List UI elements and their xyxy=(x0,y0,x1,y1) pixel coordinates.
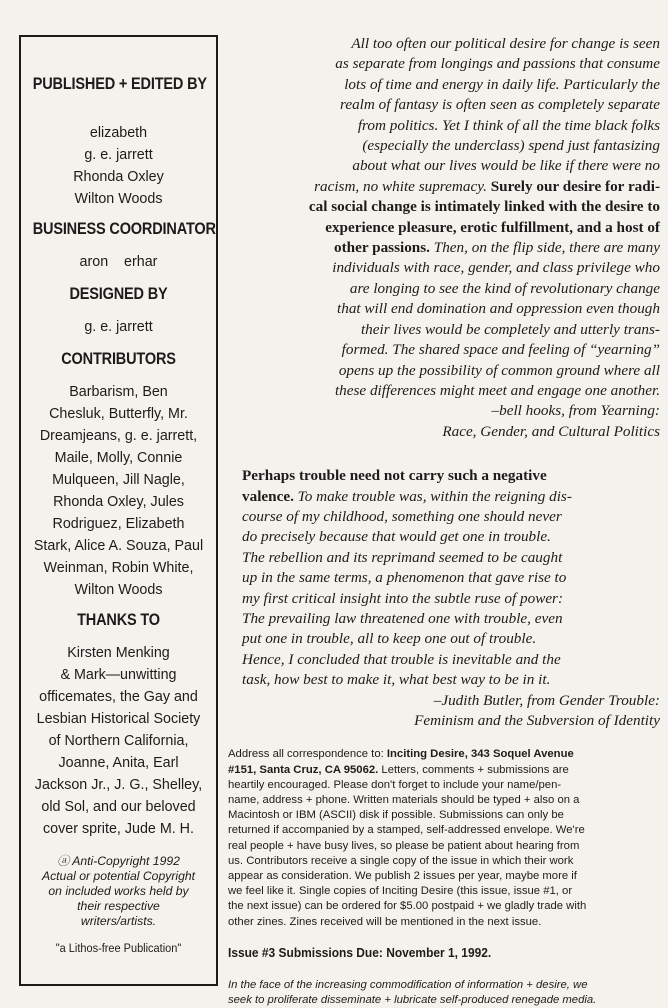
quote-line xyxy=(242,487,660,507)
quote-line xyxy=(228,238,660,258)
quote-line xyxy=(228,299,660,319)
bold-run: other passions. xyxy=(334,239,430,257)
text-run: are longing to see the kind of revolutionary change xyxy=(349,279,660,297)
text-run: formed. The shared space and feeling of “yearning” xyxy=(341,341,660,359)
text-run: name, address + phone. Written materials should be typed + also on a xyxy=(228,794,580,807)
quote-line xyxy=(228,401,660,421)
quote-line xyxy=(228,95,660,115)
text-run: opens up the possibility of common ground where all xyxy=(338,361,660,379)
text-run: racism, no white supremacy. xyxy=(314,177,491,195)
notice-line xyxy=(228,839,660,854)
text-run: All too often our political desire for change is seen xyxy=(351,35,660,52)
anti-copyright xyxy=(21,854,216,929)
quote-line xyxy=(228,75,660,95)
copyright-line: Actual or potential Copyright xyxy=(41,869,196,883)
quote-line xyxy=(242,507,660,527)
editor-name: g. e. jarrett xyxy=(84,147,153,163)
text-run: us. Contributors receive a single copy of the issue in which their work xyxy=(228,854,574,867)
contributors-line: Rhonda Oxley, Jules xyxy=(53,494,184,510)
text-run: realm of fantasy is often seen as completely separate xyxy=(340,96,660,114)
text-run: we feel like it. Single copies of Inciting Desire (this issue, issue #1, or xyxy=(228,885,573,898)
copyright-line: ⓐ Anti-Copyright 1992 xyxy=(57,854,180,868)
quote-line xyxy=(228,218,660,238)
contributors-line: Dreamjeans, g. e. jarrett, xyxy=(39,428,198,444)
thanks-line: Jackson Jr., J. G., Shelley, xyxy=(34,777,203,793)
designer-name: g. e. jarrett xyxy=(84,319,153,335)
business-heading: BUSINESS COORDINATOR xyxy=(32,220,216,238)
quote-line xyxy=(242,589,660,609)
text-run: the next issue) can be ordered for $5.00 postpaid + we gladly trade with xyxy=(228,900,587,913)
text-run: task, how best to make it, what best way to be in it. xyxy=(242,671,551,689)
quote-line xyxy=(228,279,660,299)
notice-line xyxy=(228,854,660,869)
notice-line xyxy=(228,823,660,838)
bold-run: valence. xyxy=(242,487,294,505)
text-run: put one in trouble, all to keep one out of trouble. xyxy=(242,630,537,648)
contributors-line: Stark, Alice A. Souza, Paul xyxy=(33,538,204,554)
text-run: about what our lives would be like if there were no xyxy=(352,157,660,175)
quote-line xyxy=(228,116,660,136)
quote-line xyxy=(242,466,660,486)
business-name: aron erhar xyxy=(79,254,158,270)
bell-hooks-quote xyxy=(228,34,660,442)
contributors-line: Weinman, Robin White, xyxy=(43,560,194,576)
thanks-line: Kirsten Menking xyxy=(67,645,170,661)
quote-line xyxy=(228,340,660,360)
text-run: Letters, comments + submissions are xyxy=(378,763,569,776)
quote-line xyxy=(228,136,660,156)
lithos-free-note: "a Lithos-free Publication" xyxy=(55,941,182,955)
notice-line xyxy=(228,793,660,808)
text-run: Hence, I concluded that trouble is inevitable and the xyxy=(242,650,561,668)
quote-line xyxy=(242,711,660,731)
contributors-line: Wilton Woods xyxy=(74,582,163,598)
contributors-line: Maile, Molly, Connie xyxy=(54,450,183,466)
thanks-heading: THANKS TO xyxy=(77,611,160,629)
text-run: (especially the underclass) spend just fantasizing xyxy=(362,137,660,155)
text-run: appear as consideration. We publish 2 issues per year, maybe more if xyxy=(228,870,577,883)
text-run: course of my childhood, something one should never xyxy=(242,507,562,525)
thanks-line: cover sprite, Jude M. H. xyxy=(43,821,194,837)
bold-run: Inciting Desire, 343 Soquel Avenue xyxy=(386,748,574,761)
quote-line xyxy=(242,527,660,547)
copyright-line: writers/artists. xyxy=(80,914,157,928)
quote-line xyxy=(228,177,660,197)
text-run: as separate from longings and passions that consume xyxy=(335,55,660,73)
quote-line xyxy=(228,54,660,74)
submissions-due: Issue #3 Submissions Due: November 1, 1992. xyxy=(228,944,492,960)
main-column xyxy=(228,34,660,1008)
notice-line xyxy=(228,778,660,793)
quote-line xyxy=(242,609,660,629)
copyright-line: on included works held by xyxy=(48,884,189,898)
text-run: Then, on the flip side, there are many xyxy=(429,239,660,257)
bold-run: #151, Santa Cruz, CA 95062. xyxy=(228,763,379,776)
notice-line xyxy=(228,899,660,914)
text-run: returned if accompanied by a stamped, self-addressed envelope. We're xyxy=(228,824,585,837)
contributors-heading: CONTRIBUTORS xyxy=(61,350,176,368)
mission-tagline xyxy=(228,978,660,1008)
quote-line xyxy=(228,320,660,340)
published-heading: PUBLISHED + EDITED BY xyxy=(32,75,207,93)
text-run: from politics. Yet I think of all the time black folks xyxy=(357,116,660,134)
notice-line xyxy=(228,747,660,762)
text-run: individuals with race, gender, and class privilege who xyxy=(332,259,660,277)
bold-run: Perhaps trouble need not carry such a negative xyxy=(242,467,547,485)
thanks-line: old Sol, and our beloved xyxy=(41,799,196,815)
contributors-list xyxy=(21,381,216,601)
text-run: up in the same terms, a phenomenon that gave rise to xyxy=(242,569,567,587)
notice-line xyxy=(228,808,660,823)
editor-name: elizabeth xyxy=(89,125,148,141)
masthead-box xyxy=(19,35,218,986)
text-run: Address all correspondence to: xyxy=(228,748,387,761)
designed-heading: DESIGNED BY xyxy=(69,285,168,303)
text-run: do precisely because that would get one in trouble. xyxy=(242,528,551,546)
text-run: –bell hooks, from Yearning: xyxy=(491,402,660,420)
text-run: The prevailing law threatened one with trouble, even xyxy=(242,609,563,627)
contributors-line: Rodriguez, Elizabeth xyxy=(52,516,185,532)
quote-line xyxy=(228,361,660,381)
contributors-line: Chesluk, Butterfly, Mr. xyxy=(49,406,188,422)
quote-line xyxy=(242,650,660,670)
text-run: heartily encouraged. Please don't forget to include your name/pen- xyxy=(228,778,562,791)
text-run: other zines. Zines received will be mentioned in the next issue. xyxy=(228,915,542,928)
thanks-line: of Northern California, xyxy=(48,733,189,749)
text-run: The rebellion and its reprimand seemed to be caught xyxy=(242,548,563,566)
text-run: To make trouble was, within the reigning dis- xyxy=(293,487,572,505)
tagline-line: seek to proliferate disseminate + lubricate self-produced renegade media. xyxy=(228,993,597,1006)
thanks-line: Joanne, Anita, Earl xyxy=(58,755,179,771)
notice-line xyxy=(228,763,660,778)
text-run: my first critical insight into the subtle ruse of power: xyxy=(242,589,564,607)
correspondence-notice xyxy=(228,747,660,929)
editors-list xyxy=(21,122,216,210)
text-run: real people + have busy lives, so please be patient about hearing from xyxy=(228,839,580,852)
thanks-list xyxy=(21,642,216,840)
quote-line xyxy=(228,422,660,442)
contributors-line: Barbarism, Ben xyxy=(69,384,168,400)
text-run: Race, Gender, and Cultural Politics xyxy=(442,422,660,440)
notice-line xyxy=(228,884,660,899)
bold-run: experience pleasure, erotic fulfillment, and a host of xyxy=(325,218,660,236)
thanks-line: officemates, the Gay and xyxy=(39,689,198,705)
quote-line xyxy=(242,691,660,711)
text-run: that will end domination and oppression even though xyxy=(337,300,660,318)
copyright-line: their respective xyxy=(77,899,160,913)
quote-line xyxy=(242,568,660,588)
text-run: these differences might meet and engage one another. xyxy=(334,381,660,399)
text-run: –Judith Butler, from Gender Trouble: xyxy=(433,691,660,709)
quote-line xyxy=(242,670,660,690)
judith-butler-quote xyxy=(228,466,660,731)
quote-line xyxy=(228,381,660,401)
thanks-line: Lesbian Historical Society xyxy=(36,711,201,727)
quote-line xyxy=(228,197,660,217)
text-run: Feminism and the Subversion of Identity xyxy=(414,712,660,729)
quote-line xyxy=(242,548,660,568)
text-run: their lives would be completely and utterly trans- xyxy=(360,320,660,338)
notice-line xyxy=(228,915,660,930)
editor-name: Rhonda Oxley xyxy=(73,169,164,185)
notice-line xyxy=(228,869,660,884)
quote-line xyxy=(228,258,660,278)
bold-run: cal social change is intimately linked with the desire to xyxy=(308,198,660,216)
contributors-line: Mulqueen, Jill Nagle, xyxy=(52,472,185,488)
quote-line xyxy=(228,34,660,54)
text-run: Macintosh or IBM (ASCII) disk if possible. Submissions can only be xyxy=(228,809,564,822)
bold-run: Surely our desire for radi- xyxy=(490,177,660,195)
quote-line xyxy=(242,629,660,649)
thanks-line: & Mark—unwitting xyxy=(60,667,177,683)
quote-line xyxy=(228,156,660,176)
text-run: lots of time and energy in daily life. Particularly the xyxy=(344,75,660,93)
tagline-line: In the face of the increasing commodification of information + desire, we xyxy=(228,978,588,991)
editor-name: Wilton Woods xyxy=(74,191,163,207)
